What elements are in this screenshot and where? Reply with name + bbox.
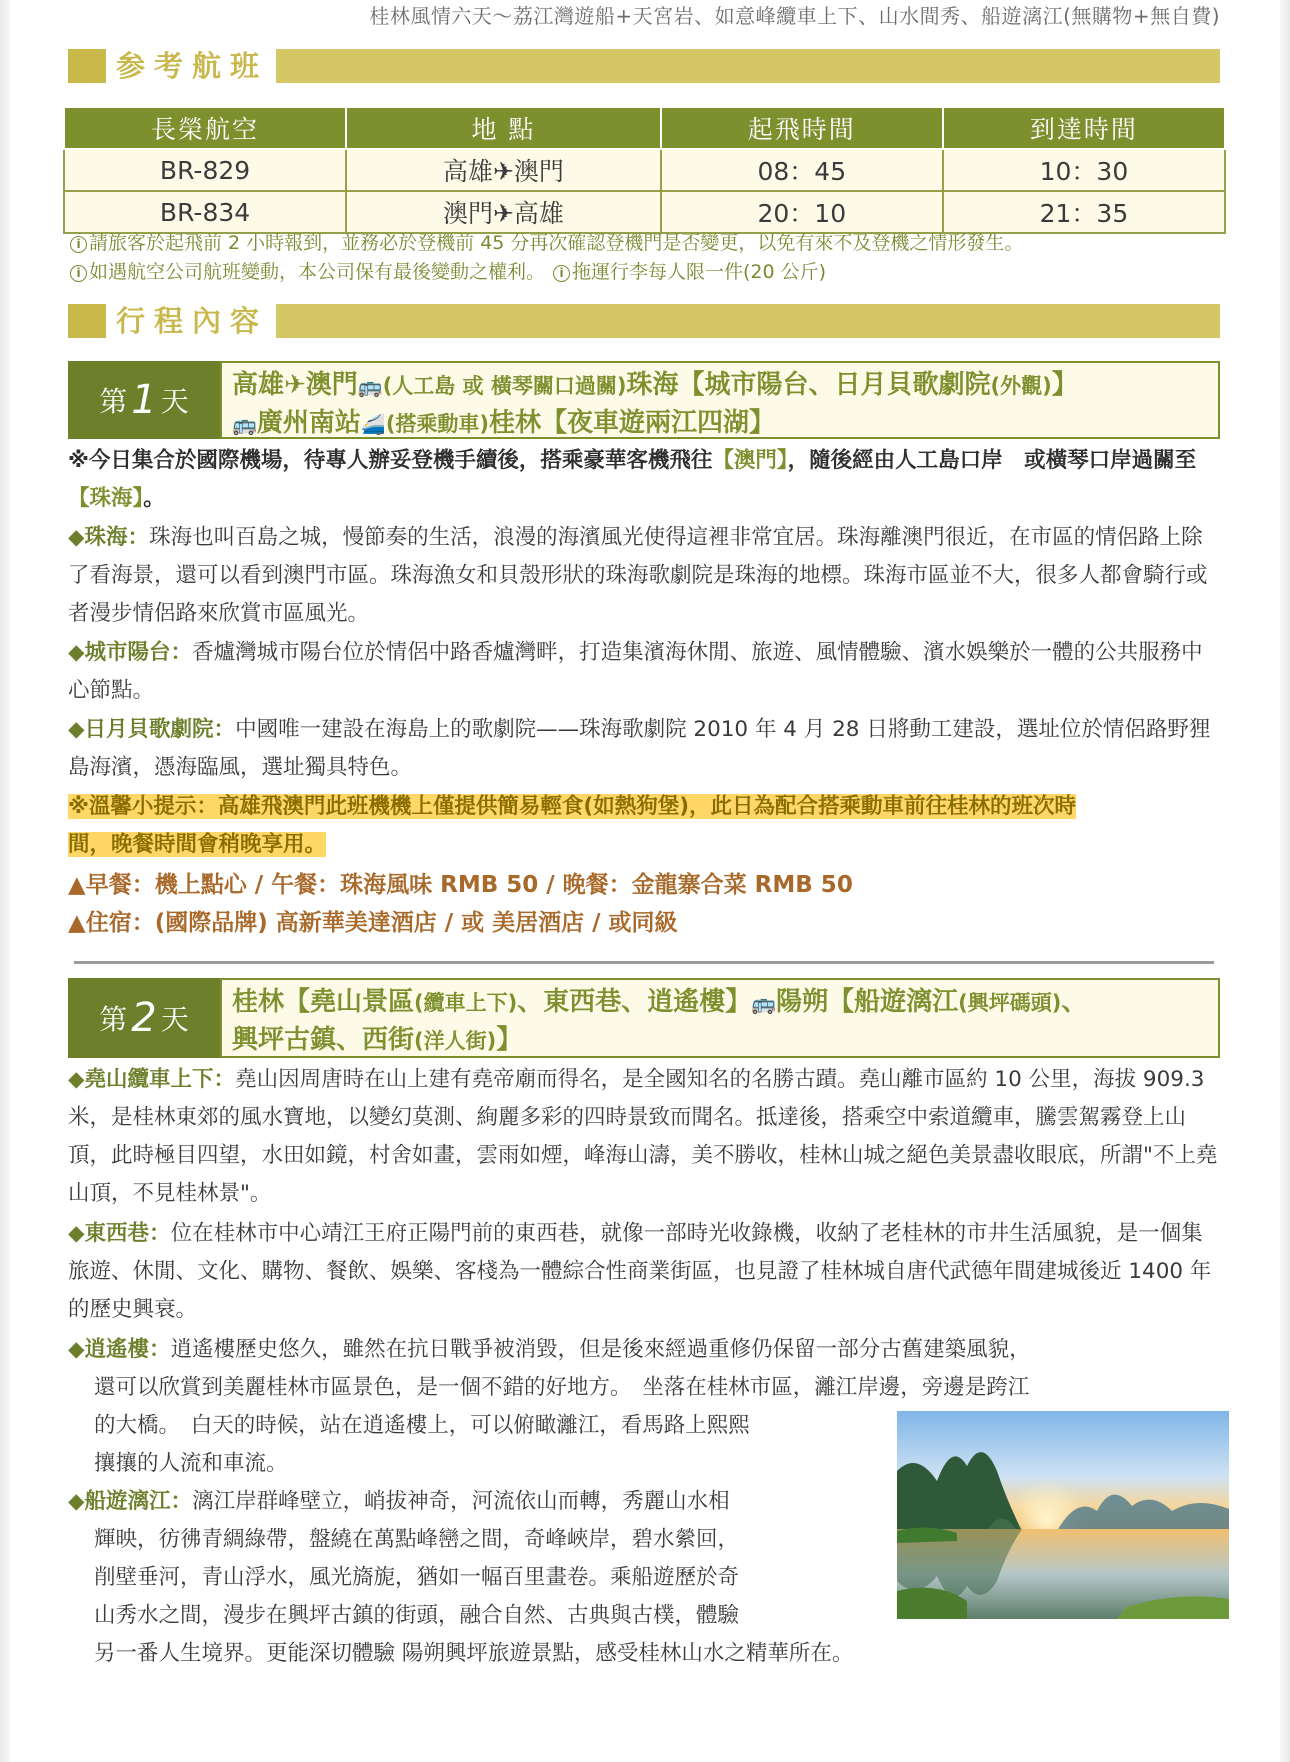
day1-route-line2: 🚌廣州南站🚄(搭乘動車)桂林【夜車遊兩江四湖】 xyxy=(232,408,776,438)
arrival-time: 10：30 xyxy=(943,149,1225,191)
day2-item-dongxixiang: ◆東西巷：位在桂林市中心靖江王府正陽門前的東西巷，就像一部時光收錄機，收納了老桂林的市井生活風貌，是一個集旅遊、休閒、文化、購物、餐飲、娛樂、客棧為一體綜合性商業街區，也見證了桂林城自唐代武德年間建城後近 1400 年的歷史興衰。 xyxy=(68,1221,1212,1322)
col-header-airline: 長榮航空 xyxy=(64,107,346,149)
right-page-edge xyxy=(1280,0,1290,1762)
diamond-bullet-icon: ◆ xyxy=(68,525,85,550)
day2-item-xiaoyao-tower: ◆逍遙樓：逍遙樓歷史悠久，雖然在抗日戰爭被消毀，但是後來經過重修仍保留一部分古舊建築風貌， 還可以欣賞到美麗桂林市區景色，是一個不錯的好地方。 坐落在桂林市區，灕江岸邊，旁邊是跨江 的大橋。 白天的時候，站在逍遙樓上，可以俯瞰灕江，看馬路上熙熙 攘攘的人流和車流。 xyxy=(68,1337,1031,1476)
departure-time: 20：10 xyxy=(661,191,943,233)
section-bar-block xyxy=(68,304,106,338)
day1-intro: ※今日集合於國際機場，待專人辦妥登機手續後，搭乘豪華客機飛往【澳門】，隨後經由人工島口岸 或橫琴口岸過關至【珠海】。 xyxy=(68,448,1197,511)
day2-route-line1: 桂林【堯山景區(纜車上下)、東西巷、逍遙樓】🚌陽朔【船遊漓江(興坪碼頭)、 xyxy=(232,987,1088,1017)
train-icon: 🚄 xyxy=(360,412,386,436)
li-river-photo xyxy=(897,1411,1229,1619)
bus-icon: 🚌 xyxy=(357,374,383,398)
day1-item-zhuhai: ◆珠海：珠海也叫百島之城，慢節奏的生活，浪漫的海濱風光使得這裡非常宜居。珠海離澳門很近，在市區的情侶路上除了看海景，還可以看到澳門市區。珠海漁女和貝殼形狀的珠海歌劇院是珠海的地標。珠海市區並不大，很多人都會騎行或者漫步情侶路來欣賞市區風光。 xyxy=(68,525,1208,626)
section-bar-block xyxy=(68,49,106,83)
day1-meals: ▲早餐：機上點心 / 午餐：珠海風味 RMB 50 / 晚餐：金龍寨合菜 RMB 50 xyxy=(68,872,853,898)
diamond-bullet-icon: ◆ xyxy=(68,1337,85,1362)
day1-label: 第 1 天 xyxy=(68,361,220,439)
table-row xyxy=(64,191,1225,233)
flight-number: BR-834 xyxy=(64,191,346,233)
flights-section-bar xyxy=(68,49,1220,83)
bus-icon: 🚌 xyxy=(232,412,257,436)
page-header: 桂林風情六天～荔江灣遊船+天宮岩、如意峰纜車上下、山水間秀、船遊漓江(無購物+無自費) xyxy=(369,4,1220,28)
day2-item-yaoshan: ◆堯山纜車上下：堯山因周唐時在山上建有堯帝廟而得名，是全國知名的名勝古蹟。堯山離市區約 10 公里，海拔 909.3 米，是桂林東郊的風水寶地，以變幻莫測、絢麗多彩的四時景致而聞名。抵達後，搭乘空中索道纜車，騰雲駕霧登上山頂，此時極目四望，水田如鏡，村舍如畫，雲雨如煙，峰海山濤，美不勝收，桂林山城之絕色美景盡收眼底，所謂"不上堯山頂，不見桂林景"。 xyxy=(68,1067,1218,1206)
day1-hotel: ▲住宿：(國際品牌) 高新華美達酒店 / 或 美居酒店 / 或同級 xyxy=(68,910,678,936)
day1-route-line1: 高雄✈澳門🚌(人工島 或 橫琴關口過關)珠海【城市陽台、日月貝歌劇院(外觀)】 xyxy=(232,370,1078,400)
diamond-bullet-icon: ◆ xyxy=(68,1221,85,1246)
flights-table xyxy=(63,106,1226,234)
left-page-edge xyxy=(0,0,10,1762)
flight-note-1: i 請旅客於起飛前 2 小時報到，並務必於登機前 45 分再次確認登機門是否變更，以免有來不及登機之情形發生。 xyxy=(70,229,1023,258)
day1-item-opera-house: ◆日月貝歌劇院：中國唯一建設在海島上的歌劇院——珠海歌劇院 2010 年 4 月 28 日將動工建設，選址位於情侶路野狸島海濱，憑海臨風，選址獨具特色。 xyxy=(68,717,1211,780)
bus-icon: 🚌 xyxy=(751,991,777,1015)
flights-section-title: 参考航班 xyxy=(106,47,276,85)
flight-note-2: i 如遇航空公司航班變動，本公司保有最後變動之權利。 i 拖運行李每人限一件(20 公斤) xyxy=(70,258,1023,287)
day2-label: 第 2 天 xyxy=(68,978,220,1058)
day1-route-box xyxy=(220,361,1220,439)
day2-route-box xyxy=(220,978,1220,1058)
li-river-landscape-image xyxy=(897,1411,1229,1619)
day2-item-li-river-cruise: ◆船遊漓江：漓江岸群峰壁立，峭拔神奇，河流依山而轉，秀麗山水相 輝映，彷彿青綢綠帶，盤繞在萬點峰巒之間，奇峰峽岸，碧水縈回， 削壁垂河，青山浮水，風光旖旎，猶如一幅百里畫卷。乘船遊歷於奇 山秀水之間，漫步在興坪古鎮的街頭，融合自然、古典與古樸，體驗 另一番人生境界。更能深切體驗 陽朔興坪旅遊景點，感受桂林山水之精華所在。 xyxy=(68,1489,854,1666)
flight-number: BR-829 xyxy=(64,149,346,191)
table-row xyxy=(64,149,1225,191)
flights-table-header xyxy=(64,107,1225,149)
col-header-departure: 起飛時間 xyxy=(661,107,943,149)
diamond-bullet-icon: ◆ xyxy=(68,1067,85,1092)
info-circle-icon: i xyxy=(70,265,87,282)
day1-tip: ※溫馨小提示：高雄飛澳門此班機機上僅提供簡易輕食(如熱狗堡)，此日為配合搭乘動車前往桂林的班次時 間，晚餐時間會稍晚享用。 xyxy=(68,794,1077,857)
day-divider xyxy=(74,961,1214,964)
diamond-bullet-icon: ◆ xyxy=(68,640,85,665)
departure-time: 08：45 xyxy=(661,149,943,191)
flight-route: 澳門✈高雄 xyxy=(346,191,661,233)
info-circle-icon: i xyxy=(70,236,87,253)
day1-item-city-balcony: ◆城市陽台：香爐灣城市陽台位於情侶中路香爐灣畔，打造集濱海休閒、旅遊、風情體驗、濱水娛樂於一體的公共服務中心節點。 xyxy=(68,640,1203,703)
col-header-arrival: 到達時間 xyxy=(943,107,1225,149)
day2-route-line2: 興坪古鎮、西街(洋人街)】 xyxy=(232,1025,523,1055)
itinerary-section-title: 行程內容 xyxy=(106,302,276,340)
itinerary-section-bar xyxy=(68,304,1220,338)
info-circle-icon: i xyxy=(553,265,570,282)
flight-route: 高雄✈澳門 xyxy=(346,149,661,191)
col-header-route: 地 點 xyxy=(346,107,661,149)
diamond-bullet-icon: ◆ xyxy=(68,1489,85,1514)
diamond-bullet-icon: ◆ xyxy=(68,717,85,742)
arrival-time: 21：35 xyxy=(943,191,1225,233)
flight-notes xyxy=(70,229,1023,287)
